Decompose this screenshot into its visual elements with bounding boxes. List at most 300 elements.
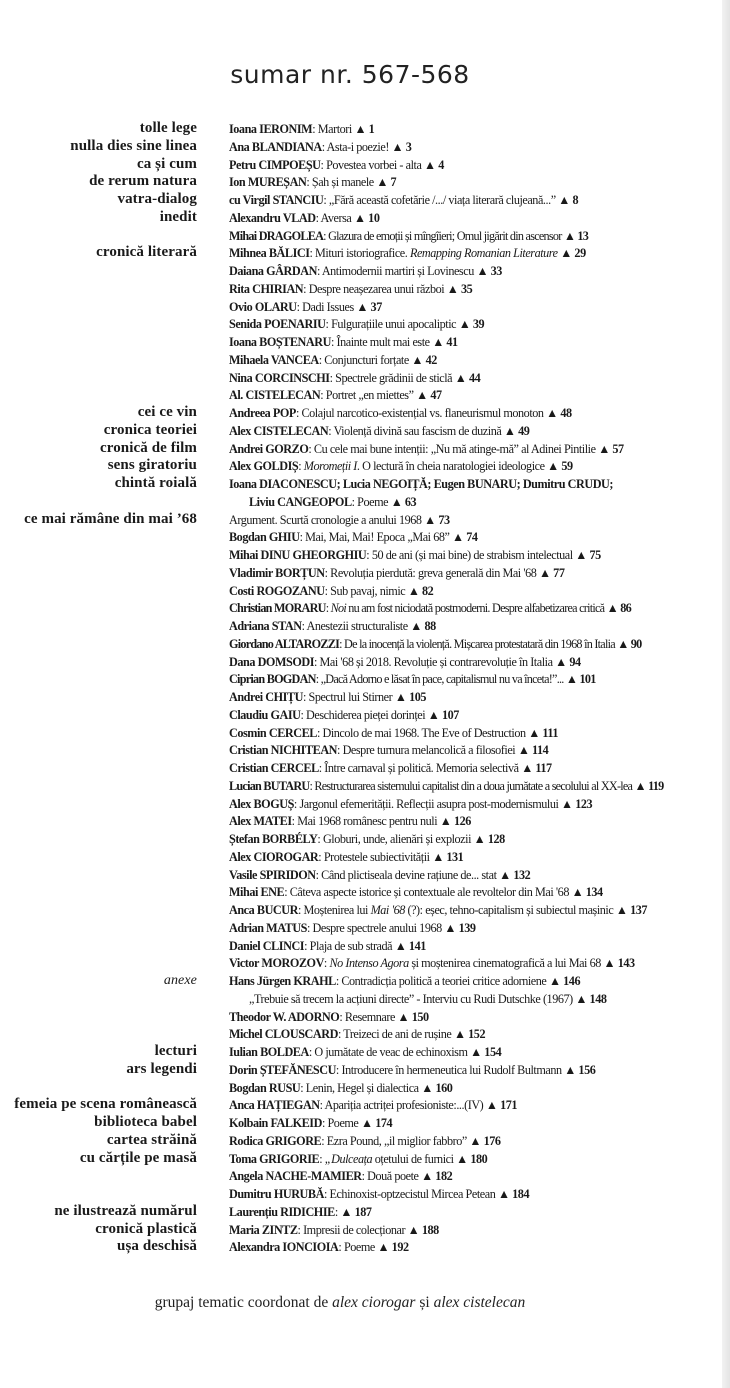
article-title: : De la inocență la violență. Mișcarea protestatară din 1968 în Italia — [339, 636, 618, 651]
toc-entry — [229, 1239, 409, 1256]
author-name: Rodica — [229, 1133, 266, 1148]
toc-row — [0, 883, 722, 901]
toc-entry — [229, 263, 502, 280]
section-heading: cartea străină — [106, 1131, 197, 1148]
toc-entry — [229, 1115, 392, 1132]
author-name: Dorin — [229, 1062, 260, 1077]
page-number: ▲ 105 — [394, 690, 427, 704]
toc-entry — [229, 1133, 501, 1150]
article-title: : Aversa — [315, 210, 354, 225]
toc-row — [0, 369, 722, 387]
toc-entry — [229, 441, 624, 458]
toc-row — [0, 954, 722, 972]
toc-entry — [229, 245, 586, 262]
page-number: ▲ 42 — [411, 352, 437, 367]
toc-entry — [229, 547, 601, 564]
author-name: ; — [427, 477, 434, 491]
toc-entry — [229, 902, 647, 919]
page-number: ▲ 176 — [469, 1133, 501, 1148]
toc-row — [0, 830, 722, 848]
author-name: Al. — [229, 388, 246, 403]
toc-entry — [229, 1009, 429, 1026]
author-name: Toma — [229, 1151, 260, 1166]
article-title: : Deschiderea pieței dorinței — [300, 707, 428, 722]
toc-row — [0, 1203, 722, 1221]
author-name: Anca — [229, 1098, 257, 1113]
article-title: : Martori — [312, 122, 355, 136]
author-name: Angela — [229, 1169, 266, 1184]
toc-entry — [229, 157, 444, 174]
article-title: : Introducere în hermeneutica lui Rudolf Bultmann — [335, 1062, 565, 1077]
toc-entry — [229, 139, 411, 156]
toc-row — [0, 1025, 722, 1043]
toc-entry — [249, 991, 607, 1008]
toc-row — [0, 1079, 722, 1097]
author-name: Ana — [229, 139, 252, 154]
section-heading: sens giratoriu — [107, 457, 197, 474]
section-heading: chintă roială — [114, 475, 197, 491]
author-name: Christian — [229, 601, 274, 616]
author-name: Lucian — [229, 778, 264, 793]
page-number: ▲ 101 — [565, 672, 596, 687]
article-title: : Mai 1968 românesc pentru nuli — [291, 814, 440, 829]
toc-row — [0, 866, 722, 884]
article-title: : Despre turnura melancolică a filosofiei — [337, 743, 518, 758]
toc-row — [0, 244, 722, 262]
toc-row — [0, 511, 722, 529]
author-name: CLINCI — [262, 938, 305, 953]
toc-entry — [229, 512, 450, 529]
toc-entry — [229, 1151, 487, 1168]
toc-entry — [229, 405, 572, 422]
section-heading: vatra-dialog — [117, 191, 197, 207]
toc-entry — [229, 228, 588, 245]
toc-row — [0, 173, 722, 191]
author-name: ZINTZ — [261, 1222, 298, 1237]
article-title: : Fulgurațiile unui apocaliptic — [325, 317, 459, 332]
author-name: Theodor W. — [229, 1009, 288, 1024]
author-name: Anca — [229, 903, 257, 917]
author-name: Ioana — [229, 122, 260, 136]
article-title: : 50 de ani (și mai bine) de strabism intelectual — [366, 548, 576, 562]
toc-entry — [229, 529, 478, 546]
toc-row — [0, 1167, 722, 1185]
page-number: ▲ 82 — [407, 583, 434, 598]
page-number: ▲ 48 — [546, 406, 572, 420]
article-title: : Cu cele mai bune intenții: „Nu mă atinge-mă” al Adinei Pintilie — [308, 441, 599, 456]
author-name: ADORNO — [287, 1009, 340, 1024]
section-heading: cronică literară — [96, 244, 197, 261]
toc-row — [0, 777, 722, 795]
author-name: Rita — [229, 281, 253, 296]
article-title: : Sub pavaj, nimic — [324, 583, 408, 598]
toc-entry — [229, 1062, 595, 1079]
author-name: CRUDU — [567, 477, 610, 491]
page-number: ▲ 1 — [354, 122, 375, 136]
author-name: Vladimir — [229, 565, 276, 580]
article-title: : Despre spectrele anului 1968 — [307, 920, 445, 935]
article-title: : Contradicția politică a teoriei critice adorniene — [335, 974, 549, 988]
page-number: ▲ 156 — [564, 1062, 596, 1077]
author-name: Giordano — [229, 636, 275, 651]
toc-entry — [229, 725, 558, 742]
author-name: GRIGORIE — [259, 1151, 320, 1166]
article-title: . O lectură în cheia naratologiei ideologice — [356, 459, 548, 474]
toc-row — [0, 848, 722, 866]
author-name: BUTARU — [263, 778, 310, 793]
toc-entry — [229, 689, 426, 706]
author-name: POP — [272, 406, 296, 420]
page-number: ▲ 180 — [456, 1151, 488, 1166]
article-title: „Trebuie să trecem la acțiuni directe” - Interviu cu Rudi Dutschke (1967) — [249, 991, 576, 1006]
author-name: VANCEA — [270, 352, 319, 367]
page-number: ▲ 148 — [575, 991, 607, 1006]
author-name: Andreea — [229, 406, 273, 420]
page-number: ▲ 47 — [416, 388, 442, 403]
article-title: „Dulceața — [324, 1151, 373, 1166]
author-name: Petru — [229, 157, 259, 172]
toc-entry — [229, 1186, 529, 1203]
article-title: : Când plictiseala devine rațiune de... stat — [315, 867, 500, 882]
author-name: ; — [609, 477, 614, 491]
author-name: GAIU — [270, 707, 301, 722]
toc-row — [0, 386, 722, 404]
page-number: ▲ 10 — [353, 210, 380, 225]
toc-entry — [229, 1204, 372, 1221]
author-name: MORARU — [273, 601, 326, 616]
author-name: Liviu — [249, 494, 278, 509]
author-name: CERCEL — [270, 761, 319, 775]
author-name: CLOUSCARD — [264, 1027, 338, 1042]
toc-row — [0, 688, 722, 706]
article-title: : „Dacă Adorno e lăsat în pace, capitalismul nu va înceta!”... — [315, 672, 566, 687]
article-title: : Înainte mult mai este — [330, 335, 433, 349]
article-title: oțetului de furnici — [372, 1151, 457, 1166]
toc-row — [0, 1150, 722, 1168]
page-number: ▲ 188 — [407, 1222, 439, 1237]
page-number: ▲ 86 — [606, 601, 631, 616]
article-title: : — [298, 459, 304, 474]
article-title: : Anestezii structuraliste — [301, 619, 411, 633]
article-title: : Moștenirea lui — [297, 903, 371, 917]
author-name: HAȚIEGAN — [256, 1098, 320, 1113]
article-title: : Glazura de emoții și mîngîieri; Omul jigărit din ascensor — [323, 228, 564, 243]
toc-entry — [229, 920, 476, 937]
author-name: Andrei — [229, 441, 266, 456]
page-number: ▲ 39 — [458, 317, 485, 332]
author-name: Cosmin — [229, 725, 269, 740]
section-heading: anexe — [163, 973, 197, 988]
page-number: ▲ 49 — [503, 423, 530, 438]
author-name: STANCIU — [272, 193, 324, 207]
article-title: : — [319, 1151, 325, 1166]
toc-row — [0, 741, 722, 759]
author-name: CHIȚU — [265, 690, 303, 704]
toc-row — [0, 298, 722, 316]
author-name: GHIU — [268, 530, 300, 545]
article-title: : Impresii de colecționar — [297, 1222, 408, 1237]
page-number: ▲ 107 — [427, 707, 459, 722]
toc-row — [0, 617, 722, 635]
page-number: ▲ 128 — [473, 832, 505, 846]
author-name: CIMPOEȘU — [258, 157, 321, 172]
page-number: ▲ 7 — [376, 175, 397, 190]
author-name: Andrei — [229, 690, 266, 704]
toc-entry — [229, 281, 472, 298]
page-number: ▲ 77 — [538, 565, 565, 580]
page-number: ▲ 174 — [361, 1116, 393, 1130]
toc-entry — [229, 778, 663, 795]
article-title: : Spectrele grădinii de sticlă — [329, 370, 455, 385]
author-name: Victor — [229, 956, 262, 971]
toc-row — [0, 670, 722, 688]
toc-row — [0, 564, 722, 582]
author-name: BOLDEA — [260, 1045, 309, 1059]
article-title: : Antimodernii martiri și Lovinescu — [316, 264, 477, 278]
toc-row — [0, 262, 722, 280]
author-name: Iulian — [229, 1045, 261, 1059]
author-name: Dana — [229, 654, 258, 669]
page-number: ▲ 3 — [391, 139, 412, 154]
author-name: Cristian — [229, 743, 271, 758]
toc-entry — [229, 458, 573, 475]
section-heading: inedit — [159, 208, 197, 225]
toc-entry — [229, 760, 552, 777]
toc-entry — [229, 796, 592, 813]
toc-entry — [229, 884, 603, 901]
footer-text-2: și — [415, 1294, 434, 1311]
article-title: : Șah și manele — [306, 175, 377, 190]
toc-entry — [229, 1168, 452, 1185]
author-name: BOGDAN — [266, 672, 316, 687]
toc-row — [0, 812, 722, 830]
toc-entry — [229, 476, 613, 493]
page-number: ▲ 44 — [454, 370, 481, 385]
author-name: Claudiu — [229, 707, 271, 722]
section-heading: cei ce vin — [137, 404, 197, 420]
author-name: RUSU — [268, 1080, 301, 1095]
toc-row — [0, 795, 722, 813]
author-name: DIACONESCU — [259, 477, 337, 491]
toc-row — [0, 1008, 722, 1026]
toc-entry — [229, 299, 382, 316]
author-name: Dumitru — [229, 1187, 274, 1201]
toc-entry — [229, 1222, 439, 1239]
author-name: DRAGOLEA — [258, 228, 324, 243]
page-number: ▲ 134 — [571, 885, 603, 900]
author-name: Daiana — [229, 264, 267, 278]
page-number: ▲ 184 — [497, 1187, 530, 1201]
page-number: ▲ 123 — [561, 796, 593, 811]
section-heading: de rerum natura — [89, 173, 197, 190]
toc-row — [0, 1132, 722, 1150]
page-number: ▲ 160 — [421, 1080, 453, 1095]
author-name: BUCUR — [256, 903, 298, 917]
toc-entry — [229, 849, 463, 866]
author-name: IERONIM — [259, 122, 313, 136]
author-name: MOROZOV — [261, 956, 324, 971]
article-title: : — [323, 956, 330, 971]
author-name: Daniel — [229, 938, 263, 953]
author-name: CHIRIAN — [252, 281, 304, 296]
page-number: ▲ 13 — [563, 228, 589, 243]
author-name: MUREȘAN — [247, 175, 307, 190]
toc-row — [0, 422, 722, 440]
toc-entry — [229, 618, 436, 635]
toc-entry — [229, 973, 580, 990]
toc-row — [0, 990, 722, 1008]
toc-entry — [229, 742, 548, 759]
section-heading: cronică plastică — [95, 1220, 197, 1237]
author-name: Kolbain — [229, 1116, 271, 1130]
toc-row — [0, 724, 722, 742]
page-number: ▲ 171 — [485, 1098, 518, 1113]
author-name: CIOROGAR — [253, 849, 319, 864]
toc-entry — [229, 867, 530, 884]
table-of-contents — [0, 120, 722, 1256]
article-title: : Resemnare — [339, 1009, 398, 1024]
toc-row — [0, 635, 722, 653]
toc-entry — [229, 636, 642, 653]
author-name: Lucia — [342, 477, 373, 491]
toc-row — [0, 333, 722, 351]
page-number: ▲ 139 — [444, 920, 476, 935]
author-name: Mihai — [229, 228, 259, 243]
toc-entry — [249, 494, 416, 511]
toc-entry — [229, 387, 442, 404]
author-name: Adriana — [229, 619, 272, 633]
section-heading: femeia pe scena românească — [14, 1096, 197, 1113]
article-title: Moromeții I — [303, 459, 357, 474]
toc-entry — [229, 316, 484, 333]
section-heading: cu cărțile pe masă — [79, 1149, 197, 1166]
author-name: NACHE-MAMIER — [265, 1169, 362, 1184]
section-heading: ușa deschisă — [117, 1238, 197, 1255]
author-name: RIDICHIE — [280, 1204, 335, 1219]
author-name: ENE — [260, 885, 285, 900]
article-title: Mai '68 — [370, 903, 405, 917]
toc-entry — [229, 1097, 517, 1114]
page-number: ▲ 88 — [410, 619, 436, 633]
page-edge — [722, 0, 730, 1388]
toc-entry — [229, 600, 631, 617]
page-number: ▲ 74 — [452, 530, 478, 545]
author-name: Nina — [229, 370, 255, 385]
author-name: DINU GHEORGHIU — [260, 548, 367, 562]
toc-entry — [229, 707, 459, 724]
author-name: Alex — [229, 849, 254, 864]
author-name: ; — [336, 477, 343, 491]
article-title: : „Fără această cofetărie /.../ viața literară clujeană...” — [323, 193, 559, 207]
toc-entry — [229, 334, 458, 351]
toc-row — [0, 457, 722, 475]
toc-row — [0, 209, 722, 227]
toc-row — [0, 653, 722, 671]
toc-row — [0, 901, 722, 919]
page-number: ▲ 4 — [424, 157, 444, 172]
article-title: : Violență divină sau fascism de duzină — [328, 423, 504, 438]
page-number: ▲ 152 — [453, 1027, 486, 1042]
author-name: Eugen — [433, 477, 468, 491]
author-name: GOLDIȘ — [253, 459, 299, 474]
toc-entry — [229, 121, 374, 138]
author-name: cu Virgil — [229, 193, 273, 207]
toc-row — [0, 1114, 722, 1132]
page-number: ▲ 75 — [575, 548, 601, 562]
article-title: : — [325, 601, 331, 616]
toc-row — [0, 138, 722, 156]
toc-row — [0, 1096, 722, 1114]
author-name: CISTELECAN — [245, 388, 321, 403]
toc-row — [0, 706, 722, 724]
author-name: OLARU — [254, 299, 297, 314]
page-number: ▲ 63 — [390, 494, 417, 509]
article-title: : Colajul narcotico-existențial vs. flaneurismul monoton — [295, 406, 547, 420]
author-name: Mihaela — [229, 352, 271, 367]
toc-entry — [229, 565, 564, 582]
toc-row — [0, 315, 722, 333]
page-title: sumar nr. 567-568 — [230, 60, 470, 89]
author-name: Bogdan — [229, 1080, 269, 1095]
author-name: Alex — [229, 423, 254, 438]
toc-row — [0, 582, 722, 600]
toc-row — [0, 1238, 722, 1256]
page-number: ▲ 57 — [598, 441, 624, 456]
page-number: ▲ 131 — [432, 849, 464, 864]
article-title: : Plaja de sub stradă — [304, 938, 395, 953]
author-name: Maria — [229, 1222, 262, 1237]
article-title: : Povestea vorbei - alta — [320, 157, 425, 172]
author-name: HURUBĂ — [273, 1187, 324, 1201]
toc-entry — [229, 1080, 452, 1097]
toc-row — [0, 972, 722, 990]
section-heading: tolle lege — [139, 120, 197, 136]
author-name: Adrian — [229, 920, 267, 935]
page-number: ▲ 187 — [340, 1204, 372, 1219]
article-title: : — [334, 1204, 341, 1219]
author-name: Costi — [229, 583, 257, 598]
section-heading: cronica teoriei — [103, 421, 197, 438]
author-name: BUNARU — [467, 477, 517, 491]
toc-row — [0, 475, 722, 493]
author-name: CISTELECAN — [253, 423, 329, 438]
article-title: : Echinoxist-optzecistul Mircea Petean — [323, 1187, 498, 1201]
author-name: NICHITEAN — [270, 743, 338, 758]
toc-row — [0, 227, 722, 245]
article-title: No Intenso Agora — [329, 956, 409, 971]
toc-row — [0, 546, 722, 564]
toc-entry — [229, 938, 426, 955]
toc-entry — [229, 352, 437, 369]
author-name: Laurențiu — [229, 1204, 281, 1219]
toc-row — [0, 120, 722, 138]
toc-row — [0, 1221, 722, 1239]
page-number: ▲ 119 — [634, 778, 664, 793]
toc-entry — [229, 423, 529, 440]
author-name: Ion — [229, 175, 248, 190]
page-number: ▲ 33 — [476, 264, 502, 278]
toc-entry — [229, 370, 480, 387]
author-name: Mihnea — [229, 246, 269, 261]
article-title: : Portret „en miettes” — [320, 388, 417, 403]
page-number: ▲ 141 — [394, 938, 426, 953]
page-number: ▲ 8 — [558, 193, 579, 207]
section-heading: ce mai rămâne din mai ’68 — [24, 510, 197, 527]
page-number: ▲ 35 — [446, 281, 473, 296]
page-number: ▲ 37 — [356, 299, 382, 314]
article-title: : Spectrul lui Stirner — [302, 690, 395, 704]
toc-row — [0, 919, 722, 937]
